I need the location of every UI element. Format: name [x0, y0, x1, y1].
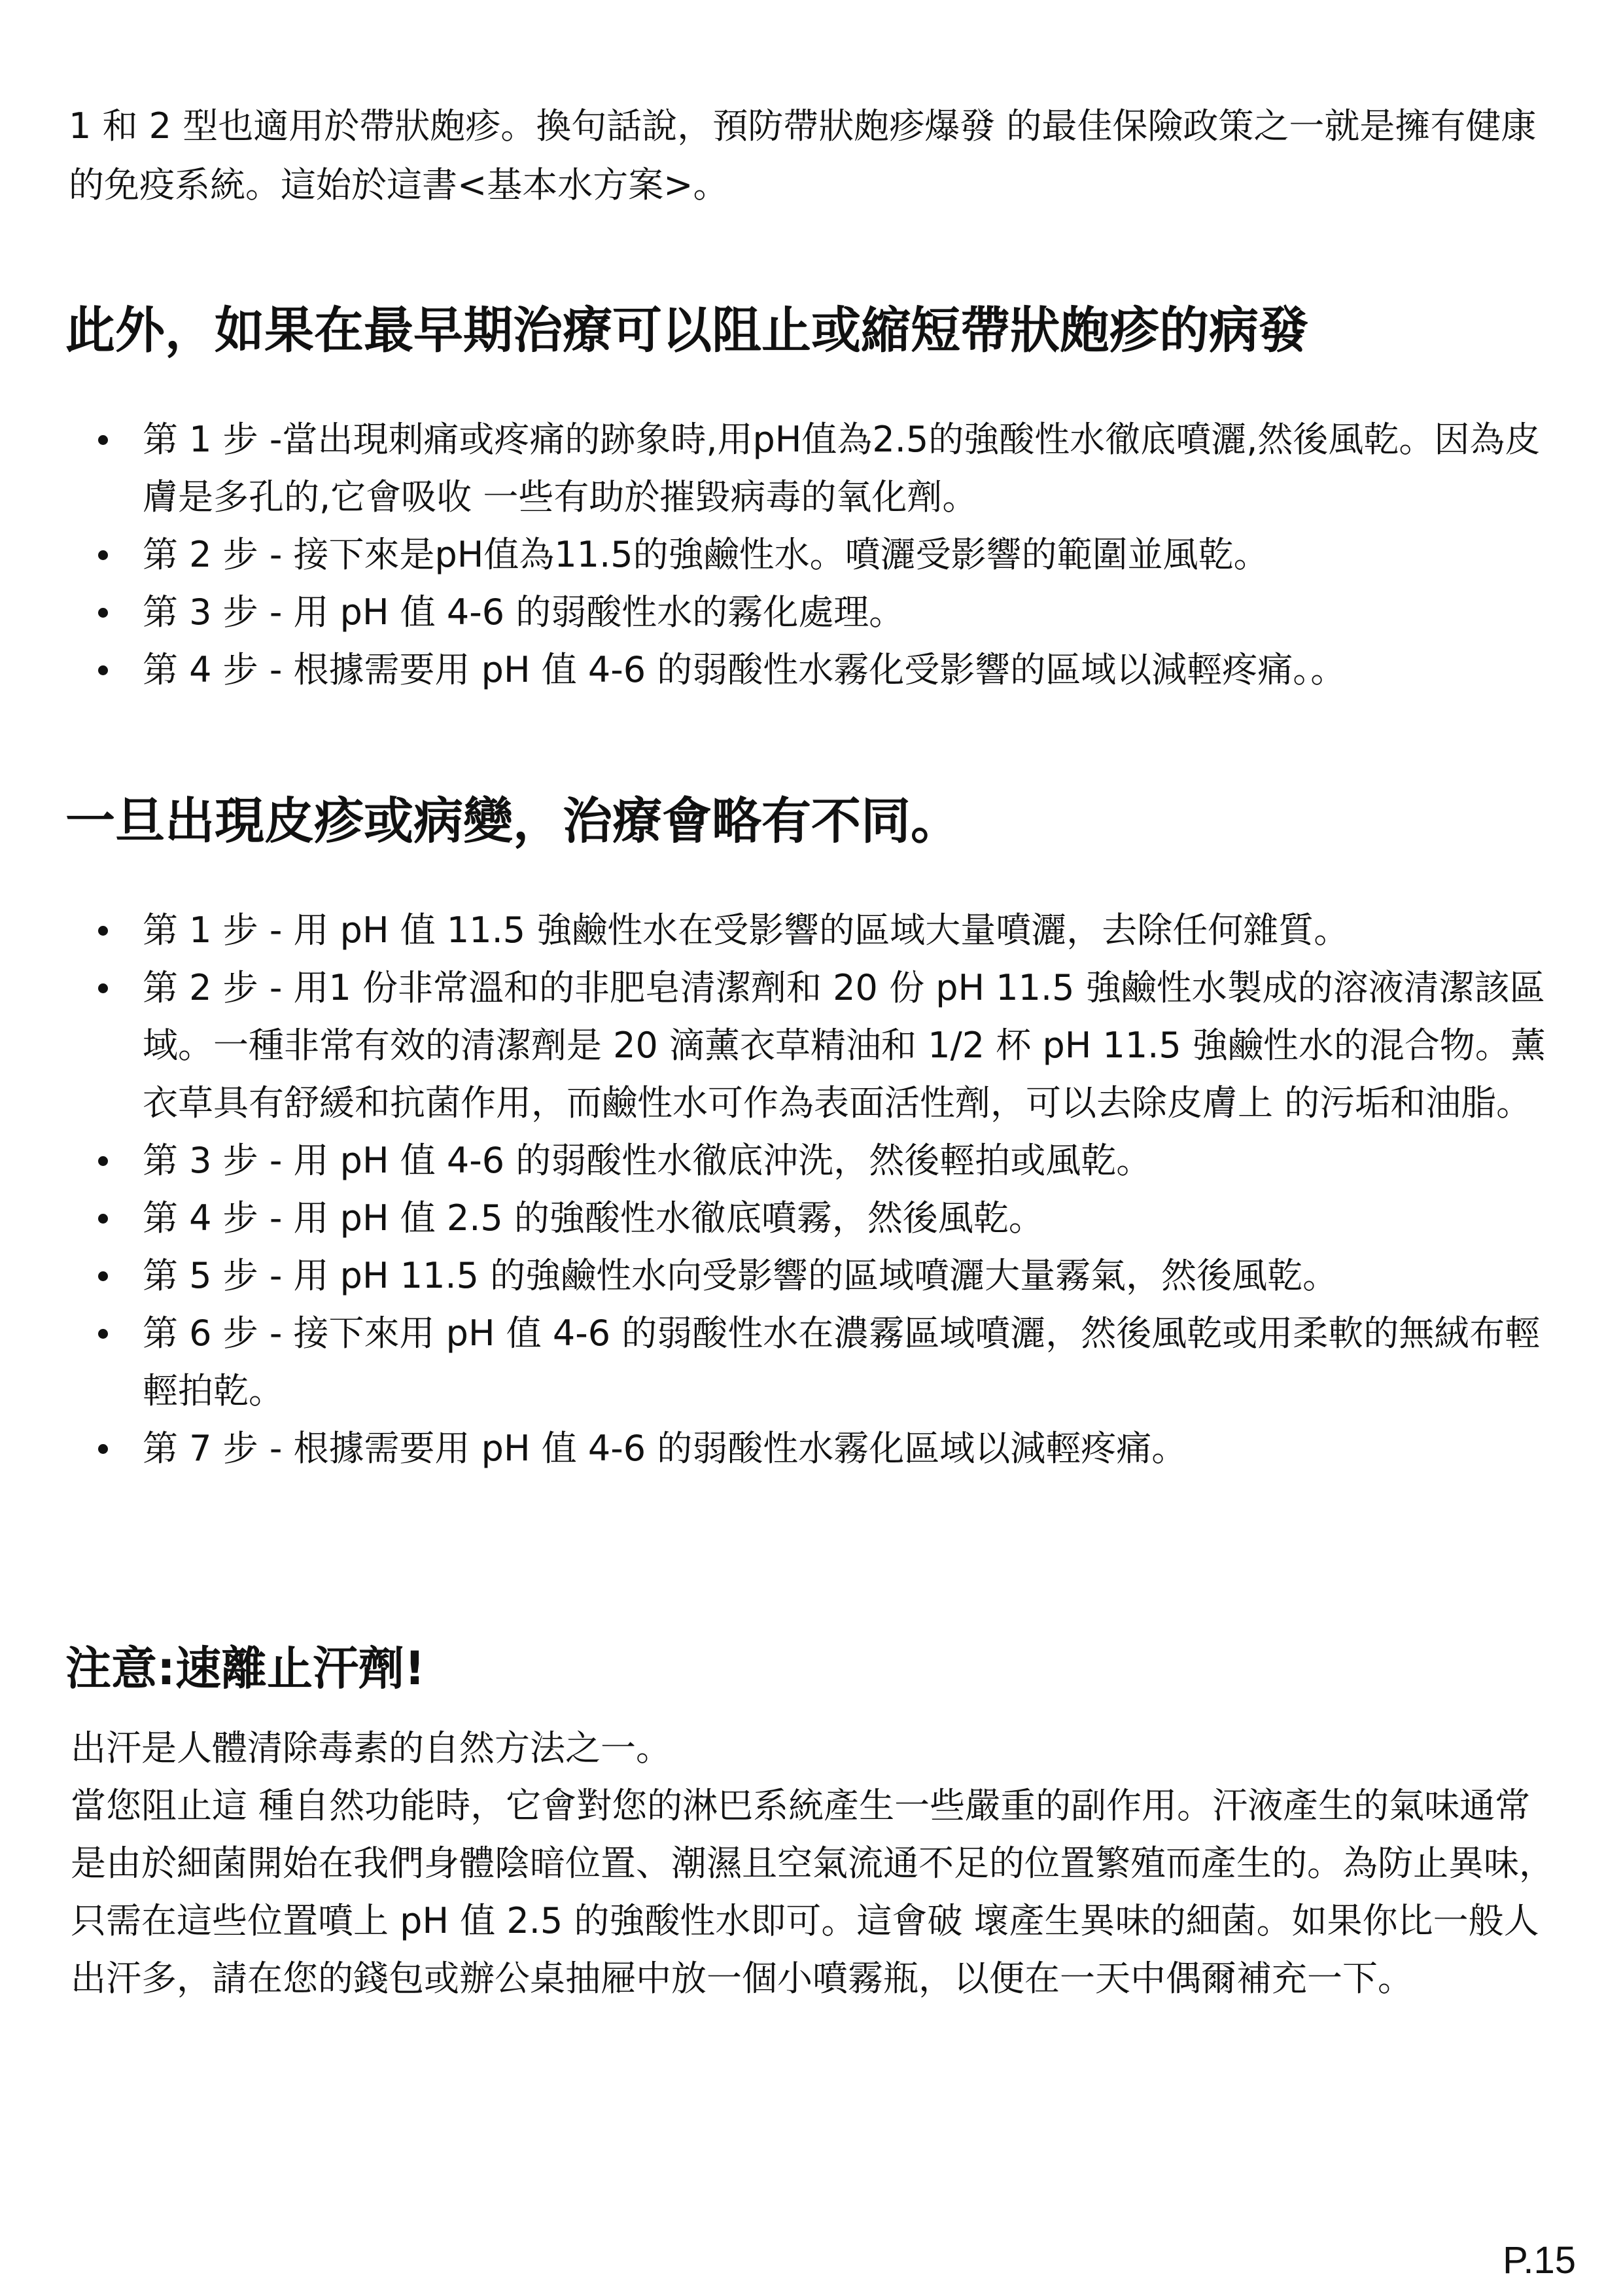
step-text: 第 2 步 - 接下來是pH值為11.5的強鹼性水。噴灑受影響的範圍並風乾。 [143, 534, 1269, 575]
bullet-icon [98, 983, 108, 993]
bullet-icon [98, 1444, 108, 1454]
bullet-icon [98, 665, 108, 675]
step-text: 第 2 步 - 用1 份非常溫和的非肥皂清潔劑和 20 份 pH 11.5 強鹼性水製成的溶液清潔該區域。一種非常有效的清潔劑是 20 滴薰衣草精油和 1/2 杯 pH 11.5 強鹼性水的混合物。薰衣草具有舒緩和抗菌作用，而鹼性水可作為表面活性劑，可以去除皮膚上 的污垢和油脂。 [143, 967, 1546, 1123]
list-item [65, 1190, 1563, 1247]
section2-heading: 一旦出現皮疹或病變，治療會略有不同。 [65, 792, 960, 850]
note-paragraph: 當您阻止這 種自然功能時，它會對您的淋巴系統產生一些嚴重的副作用。汗液產生的氣味通常是由於細菌開始在我們身體陰暗位置、潮濕且空氣流通不足的位置繁殖而產生的。為防止異味，只需在這些位置噴上 pH 值 2.5 的強酸性水即可。這會破 壞產生異味的細菌。如果你比一般人出汗多，請在您的錢包或辦公桌抽屜中放一個小噴霧瓶，以便在一天中偶爾補充一下。 [71, 1785, 1554, 1999]
list-item [65, 584, 1563, 641]
bullet-icon [98, 550, 108, 560]
section1-heading: 此外，如果在最早期治療可以阻止或縮短帶狀皰疹的病發 [65, 301, 1308, 359]
list-item [65, 1420, 1563, 1477]
bullet-icon [98, 1271, 108, 1281]
step-text: 第 5 步 - 用 pH 11.5 的強鹼性水向受影響的區域噴灑大量霧氣，然後風乾。 [143, 1255, 1338, 1296]
list-item [65, 959, 1563, 1132]
step-text: 第 3 步 - 用 pH 值 4-6 的弱酸性水徹底沖洗，然後輕拍或風乾。 [143, 1140, 1152, 1181]
bullet-icon [98, 1329, 108, 1339]
list-item [65, 902, 1563, 959]
list-item [65, 1305, 1563, 1420]
step-text: 第 3 步 - 用 pH 值 4-6 的弱酸性水的霧化處理。 [143, 592, 905, 633]
bullet-icon [98, 1156, 108, 1166]
step-text: 第 1 步 - 用 pH 值 11.5 強鹼性水在受影響的區域大量噴灑，去除任何雜質。 [143, 910, 1350, 951]
bullet-icon [98, 435, 108, 445]
note-body [71, 1720, 1556, 2007]
list-item [65, 1132, 1563, 1190]
bullet-icon [98, 1214, 108, 1224]
note-heading: 注意:速離止汗劑! [65, 1642, 425, 1695]
step-text: 第 6 步 - 接下來用 pH 值 4-6 的弱酸性水在濃霧區域噴灑，然後風乾或用柔軟的無絨布輕輕拍乾。 [143, 1313, 1541, 1411]
step-text: 第 4 步 - 用 pH 值 2.5 的強酸性水徹底噴霧，然後風乾。 [143, 1197, 1044, 1239]
note-paragraph: 出汗是人體清除毒素的自然方法之一。 [71, 1727, 671, 1769]
step-text: 第 1 步 -當出現刺痛或疼痛的跡象時,用pH值為2.5的強酸性水徹底噴灑,然後風乾。因為皮膚是多孔的,它會吸收 一些有助於摧毀病毒的氧化劑。 [143, 419, 1541, 518]
list-item [65, 641, 1563, 699]
list-item [65, 411, 1563, 526]
section1-step-list [65, 411, 1563, 699]
step-text: 第 4 步 - 根據需要用 pH 值 4-6 的弱酸性水霧化受影響的區域以減輕疼痛。。 [143, 649, 1346, 690]
bullet-icon [98, 926, 108, 936]
section2-step-list [65, 902, 1563, 1477]
step-text: 第 7 步 - 根據需要用 pH 值 4-6 的弱酸性水霧化區域以減輕疼痛。 [143, 1428, 1187, 1469]
list-item [65, 526, 1563, 584]
intro-paragraph: 1 和 2 型也適用於帶狀皰疹。換句話說，預防帶狀皰疹爆發 的最佳保險政策之一就是擁有健康的免疫系統。這始於這書<基本水方案>。 [69, 105, 1537, 205]
list-item [65, 1247, 1563, 1305]
bullet-icon [98, 608, 108, 618]
page-number: P.15 [1503, 2239, 1576, 2282]
